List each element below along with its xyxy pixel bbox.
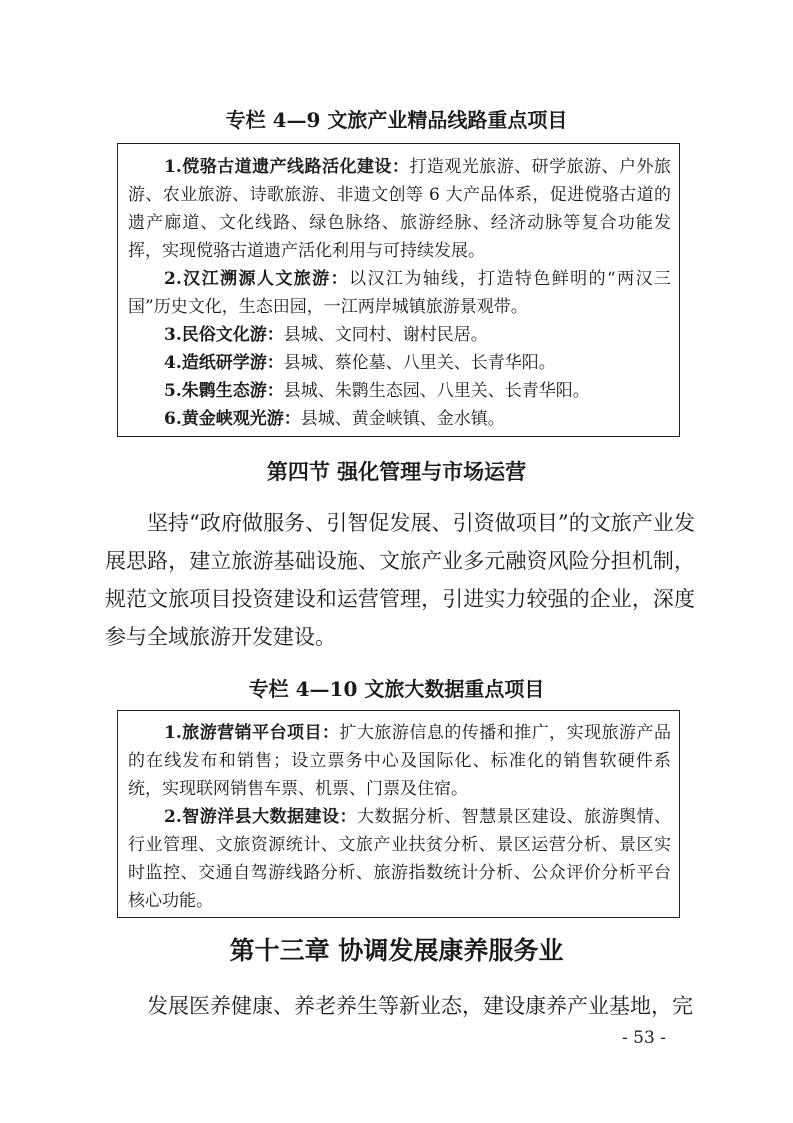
box1	[117, 143, 680, 437]
box1-item-label: 4.造纸研学游：	[164, 353, 284, 373]
box2-item	[128, 719, 671, 803]
box1-item-text: 以汉江为轴线，打造特色鲜明的“两汉三国”历史文化，生态田园，一江两岸城镇旅游景观带。	[128, 269, 671, 317]
box1-item-text: 县城、蔡伦墓、八里关、长青华阳。	[283, 353, 556, 373]
box1-item-text: 县城、文同村、谢村民居。	[283, 325, 488, 345]
box1-item-text: 打造观光旅游、研学旅游、户外旅游、农业旅游、诗歌旅游、非遗文创等 6 大产品体系，促进傥骆古道的遗产廊道、文化线路、绿色脉络、旅游经脉、经济动脉等复合功能发挥，实现傥骆古道遗产活化利用与可持续发展。	[128, 157, 671, 261]
box1-title: 专栏 4—9 文旅产业精品线路重点项目	[225, 108, 568, 132]
box1-item	[128, 377, 671, 405]
box2-item	[128, 803, 671, 915]
box1-item	[128, 265, 671, 321]
box1-item-label: 6.黄金峡观光游：	[164, 409, 301, 429]
section-paragraph: 坚持“政府做服务、引智促发展、引资做项目”的文旅产业发展思路，建立旅游基础设施、文旅产业多元融资风险分担机制，规范文旅项目投资建设和运营管理，引进实力较强的企业，深度参与全域旅游开发建设。	[105, 511, 695, 649]
box1-item-label: 1.傥骆古道遗产线路活化建设：	[164, 157, 410, 177]
box1-item	[128, 153, 671, 265]
section-heading: 第四节 强化管理与市场运营	[266, 459, 527, 484]
box2-item-label: 2.智游洋县大数据建设：	[164, 807, 357, 827]
chapter-paragraph: 发展医养健康、养老养生等新业态，建设康养产业基地，完	[147, 994, 693, 1018]
box1-item	[128, 349, 671, 377]
box1-item	[128, 405, 671, 433]
box1-item-text: 县城、朱鹮生态园、八里关、长青华阳。	[283, 381, 590, 401]
box2-item-label: 1.旅游营销平台项目：	[164, 723, 340, 743]
chapter-heading: 第十三章 协调发展康养服务业	[229, 936, 564, 965]
box2	[117, 710, 680, 918]
box1-item-text: 县城、黄金峡镇、金水镇。	[300, 409, 505, 429]
box2-item-text: 扩大旅游信息的传播和推广，实现旅游产品的在线发布和销售；设立票务中心及国际化、标准化的销售软硬件系统，实现联网销售车票、机票、门票及住宿。	[128, 723, 672, 799]
box1-item-label: 5.朱鹮生态游：	[164, 381, 284, 401]
box1-item-label: 2.汉江溯源人文旅游：	[164, 269, 350, 289]
box1-item	[128, 321, 671, 349]
box2-title: 专栏 4—10 文旅大数据重点项目	[248, 677, 545, 701]
box2-item-text: 大数据分析、智慧景区建设、旅游舆情、行业管理、文旅资源统计、文旅产业扶贫分析、景区运营分析、景区实时监控、交通自驾游线路分析、旅游指数统计分析、公众评价分析平台核心功能。	[128, 807, 671, 911]
page-number: - 53 -	[622, 1028, 666, 1048]
box1-item-label: 3.民俗文化游：	[164, 325, 284, 345]
